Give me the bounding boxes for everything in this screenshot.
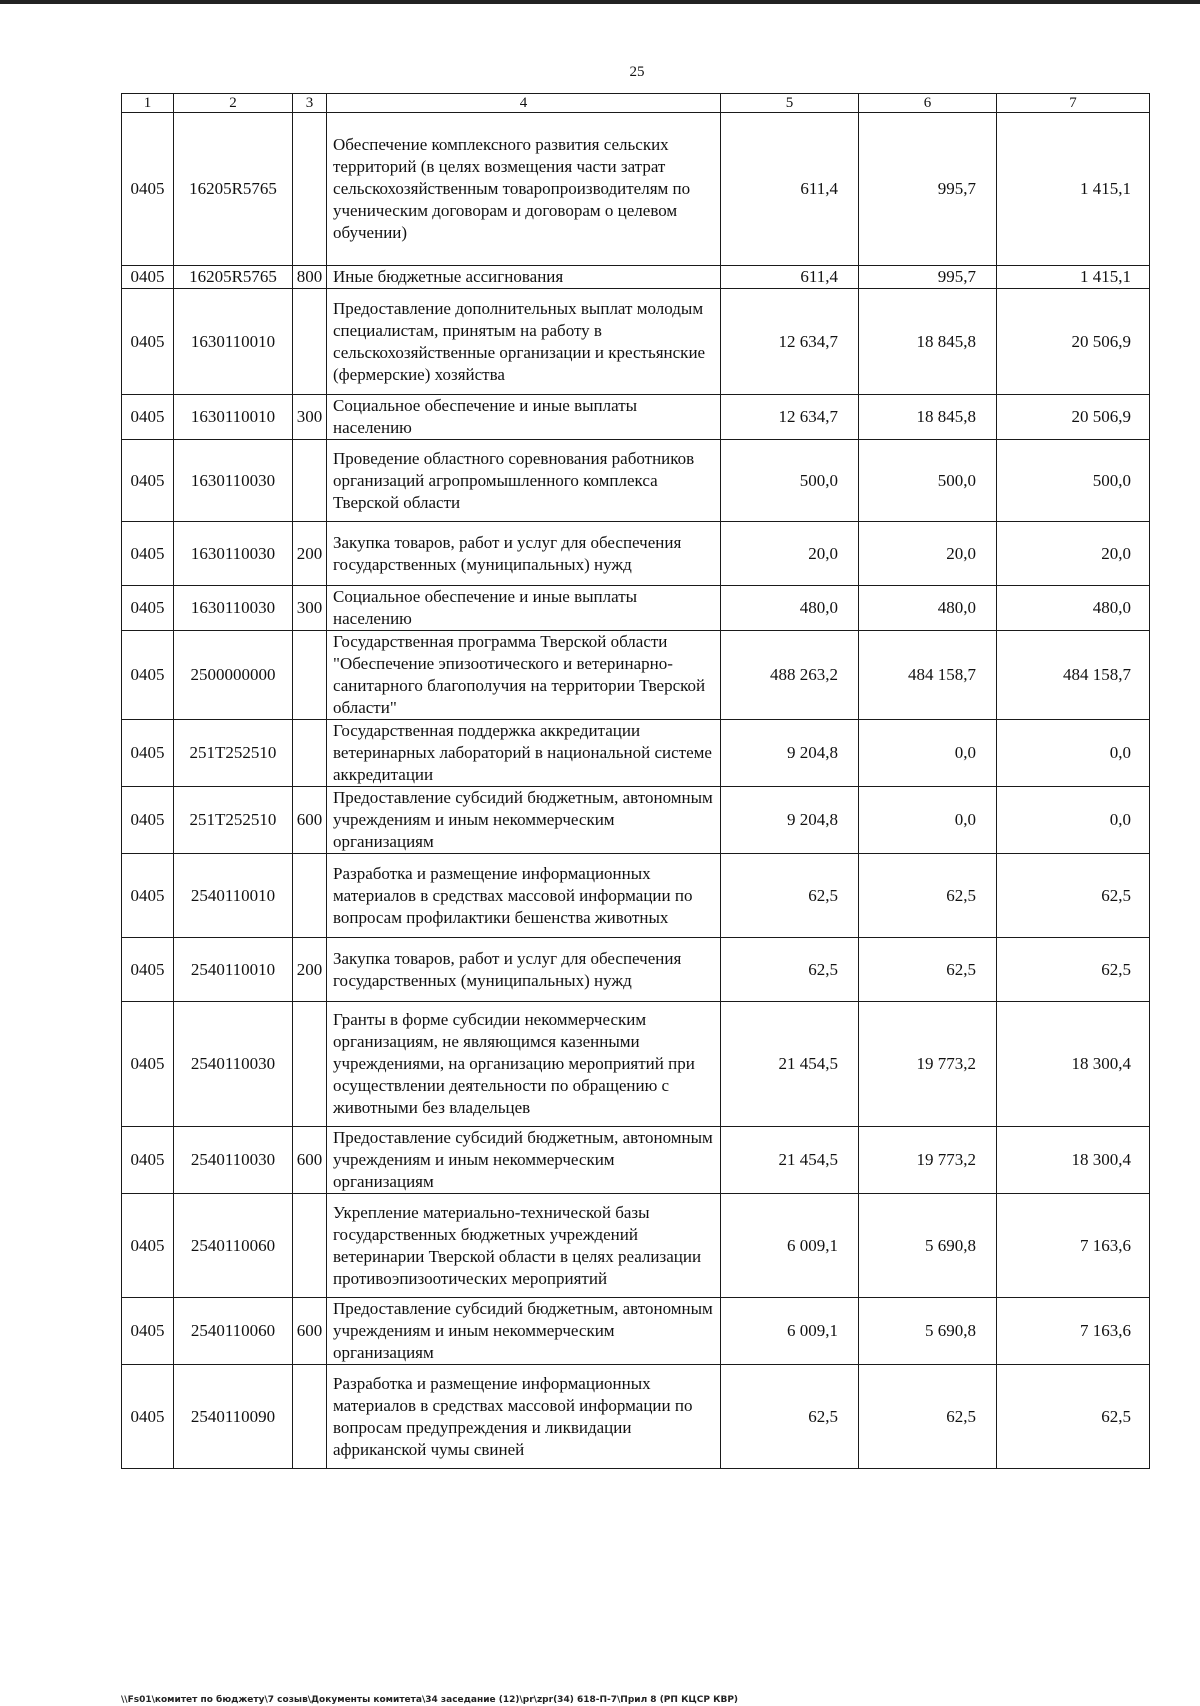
cell-c2: 2540110060 bbox=[174, 1298, 293, 1365]
cell-c3 bbox=[293, 289, 327, 395]
cell-c3: 600 bbox=[293, 1298, 327, 1365]
cell-c5: 6 009,1 bbox=[721, 1194, 859, 1298]
cell-c4: Проведение областного соревнования работников организаций агропромышленного комплекса Тверской области bbox=[327, 440, 721, 522]
column-header: 5 bbox=[721, 94, 859, 113]
cell-c7: 7 163,6 bbox=[997, 1194, 1150, 1298]
cell-c6: 18 845,8 bbox=[859, 289, 997, 395]
page-number: 25 bbox=[629, 64, 645, 80]
cell-c6: 5 690,8 bbox=[859, 1298, 997, 1365]
cell-c6: 20,0 bbox=[859, 522, 997, 586]
cell-c4: Разработка и размещение информационных материалов в средствах массовой информации по вопросам предупреждения и ликвидации африканской чумы свиней bbox=[327, 1365, 721, 1469]
cell-c2: 251T252510 bbox=[174, 720, 293, 787]
cell-c2: 2540110060 bbox=[174, 1194, 293, 1298]
cell-c2: 2540110010 bbox=[174, 938, 293, 1002]
cell-c7: 484 158,7 bbox=[997, 631, 1150, 720]
cell-c7: 18 300,4 bbox=[997, 1127, 1150, 1194]
cell-c6: 995,7 bbox=[859, 266, 997, 289]
table-row bbox=[122, 440, 1150, 522]
budget-table bbox=[121, 93, 1150, 1469]
cell-c5: 20,0 bbox=[721, 522, 859, 586]
column-header: 4 bbox=[327, 94, 721, 113]
cell-c1: 0405 bbox=[122, 1127, 174, 1194]
cell-c6: 484 158,7 bbox=[859, 631, 997, 720]
table-row bbox=[122, 1298, 1150, 1365]
cell-c7: 62,5 bbox=[997, 1365, 1150, 1469]
cell-c6: 62,5 bbox=[859, 938, 997, 1002]
cell-c5: 12 634,7 bbox=[721, 395, 859, 440]
cell-c4: Укрепление материально-технической базы государственных бюджетных учреждений ветеринарии Тверской области в целях реализации противоэпизоотических мероприятий bbox=[327, 1194, 721, 1298]
cell-c6: 5 690,8 bbox=[859, 1194, 997, 1298]
cell-c3 bbox=[293, 1194, 327, 1298]
column-header: 6 bbox=[859, 94, 997, 113]
cell-c2: 1630110030 bbox=[174, 586, 293, 631]
cell-c2: 2540110030 bbox=[174, 1002, 293, 1127]
cell-c3 bbox=[293, 113, 327, 266]
cell-c7: 7 163,6 bbox=[997, 1298, 1150, 1365]
cell-c5: 480,0 bbox=[721, 586, 859, 631]
cell-c1: 0405 bbox=[122, 938, 174, 1002]
cell-c1: 0405 bbox=[122, 440, 174, 522]
cell-c1: 0405 bbox=[122, 854, 174, 938]
cell-c2: 16205R5765 bbox=[174, 266, 293, 289]
table-row bbox=[122, 289, 1150, 395]
cell-c2: 1630110010 bbox=[174, 395, 293, 440]
cell-c1: 0405 bbox=[122, 720, 174, 787]
column-header: 2 bbox=[174, 94, 293, 113]
cell-c4: Закупка товаров, работ и услуг для обеспечения государственных (муниципальных) нужд bbox=[327, 522, 721, 586]
cell-c2: 251T252510 bbox=[174, 787, 293, 854]
cell-c5: 21 454,5 bbox=[721, 1127, 859, 1194]
cell-c3 bbox=[293, 1365, 327, 1469]
cell-c7: 62,5 bbox=[997, 854, 1150, 938]
cell-c4: Иные бюджетные ассигнования bbox=[327, 266, 721, 289]
cell-c6: 19 773,2 bbox=[859, 1127, 997, 1194]
cell-c6: 18 845,8 bbox=[859, 395, 997, 440]
cell-c5: 62,5 bbox=[721, 1365, 859, 1469]
cell-c7: 20 506,9 bbox=[997, 289, 1150, 395]
cell-c1: 0405 bbox=[122, 522, 174, 586]
top-edge-line bbox=[0, 0, 1200, 4]
cell-c6: 62,5 bbox=[859, 1365, 997, 1469]
cell-c4: Разработка и размещение информационных материалов в средствах массовой информации по вопросам профилактики бешенства животных bbox=[327, 854, 721, 938]
table-row bbox=[122, 720, 1150, 787]
table-row bbox=[122, 631, 1150, 720]
cell-c1: 0405 bbox=[122, 1298, 174, 1365]
column-header: 3 bbox=[293, 94, 327, 113]
table-row bbox=[122, 938, 1150, 1002]
cell-c6: 500,0 bbox=[859, 440, 997, 522]
cell-c6: 0,0 bbox=[859, 720, 997, 787]
cell-c3 bbox=[293, 1002, 327, 1127]
cell-c4: Социальное обеспечение и иные выплаты населению bbox=[327, 395, 721, 440]
cell-c7: 1 415,1 bbox=[997, 113, 1150, 266]
table-row bbox=[122, 787, 1150, 854]
cell-c3 bbox=[293, 631, 327, 720]
budget-table-container bbox=[121, 93, 1149, 1469]
cell-c1: 0405 bbox=[122, 289, 174, 395]
cell-c7: 18 300,4 bbox=[997, 1002, 1150, 1127]
cell-c5: 9 204,8 bbox=[721, 720, 859, 787]
cell-c2: 16205R5765 bbox=[174, 113, 293, 266]
cell-c4: Гранты в форме субсидии некоммерческим организациям, не являющимся казенными учреждениями, на организацию мероприятий при осуществлении деятельности по обращению с животными без владельцев bbox=[327, 1002, 721, 1127]
cell-c5: 62,5 bbox=[721, 938, 859, 1002]
cell-c7: 0,0 bbox=[997, 720, 1150, 787]
cell-c2: 2500000000 bbox=[174, 631, 293, 720]
cell-c3: 800 bbox=[293, 266, 327, 289]
cell-c4: Государственная поддержка аккредитации ветеринарных лабораторий в национальной системе аккредитации bbox=[327, 720, 721, 787]
cell-c6: 62,5 bbox=[859, 854, 997, 938]
table-row bbox=[122, 522, 1150, 586]
cell-c3 bbox=[293, 440, 327, 522]
cell-c2: 1630110030 bbox=[174, 522, 293, 586]
header-row bbox=[122, 94, 1150, 113]
cell-c7: 20 506,9 bbox=[997, 395, 1150, 440]
cell-c2: 2540110010 bbox=[174, 854, 293, 938]
cell-c3: 200 bbox=[293, 938, 327, 1002]
cell-c2: 2540110090 bbox=[174, 1365, 293, 1469]
cell-c6: 480,0 bbox=[859, 586, 997, 631]
cell-c1: 0405 bbox=[122, 1194, 174, 1298]
cell-c4: Социальное обеспечение и иные выплаты населению bbox=[327, 586, 721, 631]
cell-c3: 600 bbox=[293, 1127, 327, 1194]
cell-c5: 488 263,2 bbox=[721, 631, 859, 720]
cell-c7: 20,0 bbox=[997, 522, 1150, 586]
table-row bbox=[122, 854, 1150, 938]
cell-c5: 6 009,1 bbox=[721, 1298, 859, 1365]
cell-c3 bbox=[293, 854, 327, 938]
cell-c1: 0405 bbox=[122, 631, 174, 720]
cell-c5: 21 454,5 bbox=[721, 1002, 859, 1127]
table-row bbox=[122, 1127, 1150, 1194]
cell-c1: 0405 bbox=[122, 787, 174, 854]
cell-c7: 480,0 bbox=[997, 586, 1150, 631]
cell-c1: 0405 bbox=[122, 113, 174, 266]
cell-c3 bbox=[293, 720, 327, 787]
cell-c1: 0405 bbox=[122, 586, 174, 631]
cell-c2: 1630110030 bbox=[174, 440, 293, 522]
table-row bbox=[122, 1194, 1150, 1298]
cell-c3: 200 bbox=[293, 522, 327, 586]
footer-file-path: \\Fs01\комитет по бюджету\7 созыв\Документы комитета\34 заседание (12)\pr\zpr(34) 618-П-7\Прил 8 (РП КЦСР КВР) bbox=[121, 1695, 739, 1705]
cell-c3: 300 bbox=[293, 586, 327, 631]
cell-c1: 0405 bbox=[122, 1365, 174, 1469]
cell-c3: 600 bbox=[293, 787, 327, 854]
cell-c5: 9 204,8 bbox=[721, 787, 859, 854]
cell-c7: 500,0 bbox=[997, 440, 1150, 522]
cell-c6: 19 773,2 bbox=[859, 1002, 997, 1127]
table-row bbox=[122, 266, 1150, 289]
cell-c7: 62,5 bbox=[997, 938, 1150, 1002]
cell-c2: 1630110010 bbox=[174, 289, 293, 395]
table-row bbox=[122, 586, 1150, 631]
cell-c7: 0,0 bbox=[997, 787, 1150, 854]
cell-c5: 611,4 bbox=[721, 266, 859, 289]
cell-c6: 995,7 bbox=[859, 113, 997, 266]
table-row bbox=[122, 1002, 1150, 1127]
cell-c1: 0405 bbox=[122, 395, 174, 440]
column-header: 1 bbox=[122, 94, 174, 113]
cell-c4: Предоставление субсидий бюджетным, автономным учреждениям и иным некоммерческим организациям bbox=[327, 1298, 721, 1365]
cell-c6: 0,0 bbox=[859, 787, 997, 854]
cell-c4: Закупка товаров, работ и услуг для обеспечения государственных (муниципальных) нужд bbox=[327, 938, 721, 1002]
cell-c5: 611,4 bbox=[721, 113, 859, 266]
cell-c1: 0405 bbox=[122, 266, 174, 289]
cell-c4: Обеспечение комплексного развития сельских территорий (в целях возмещения части затрат сельскохозяйственным товаропроизводителям по ученическим договорам и договорам о целевом обучении) bbox=[327, 113, 721, 266]
cell-c1: 0405 bbox=[122, 1002, 174, 1127]
table-row bbox=[122, 395, 1150, 440]
table-row bbox=[122, 1365, 1150, 1469]
column-header: 7 bbox=[997, 94, 1150, 113]
cell-c4: Предоставление субсидий бюджетным, автономным учреждениям и иным некоммерческим организациям bbox=[327, 1127, 721, 1194]
cell-c7: 1 415,1 bbox=[997, 266, 1150, 289]
cell-c2: 2540110030 bbox=[174, 1127, 293, 1194]
cell-c5: 12 634,7 bbox=[721, 289, 859, 395]
cell-c5: 62,5 bbox=[721, 854, 859, 938]
cell-c3: 300 bbox=[293, 395, 327, 440]
cell-c4: Предоставление дополнительных выплат молодым специалистам, принятым на работу в сельскохозяйственные организации и крестьянские (фермерские) хозяйства bbox=[327, 289, 721, 395]
table-body bbox=[122, 113, 1150, 1469]
cell-c4: Государственная программа Тверской области "Обеспечение эпизоотического и ветеринарно-санитарного благополучия на территории Тверской области" bbox=[327, 631, 721, 720]
cell-c4: Предоставление субсидий бюджетным, автономным учреждениям и иным некоммерческим организациям bbox=[327, 787, 721, 854]
cell-c5: 500,0 bbox=[721, 440, 859, 522]
table-row bbox=[122, 113, 1150, 266]
